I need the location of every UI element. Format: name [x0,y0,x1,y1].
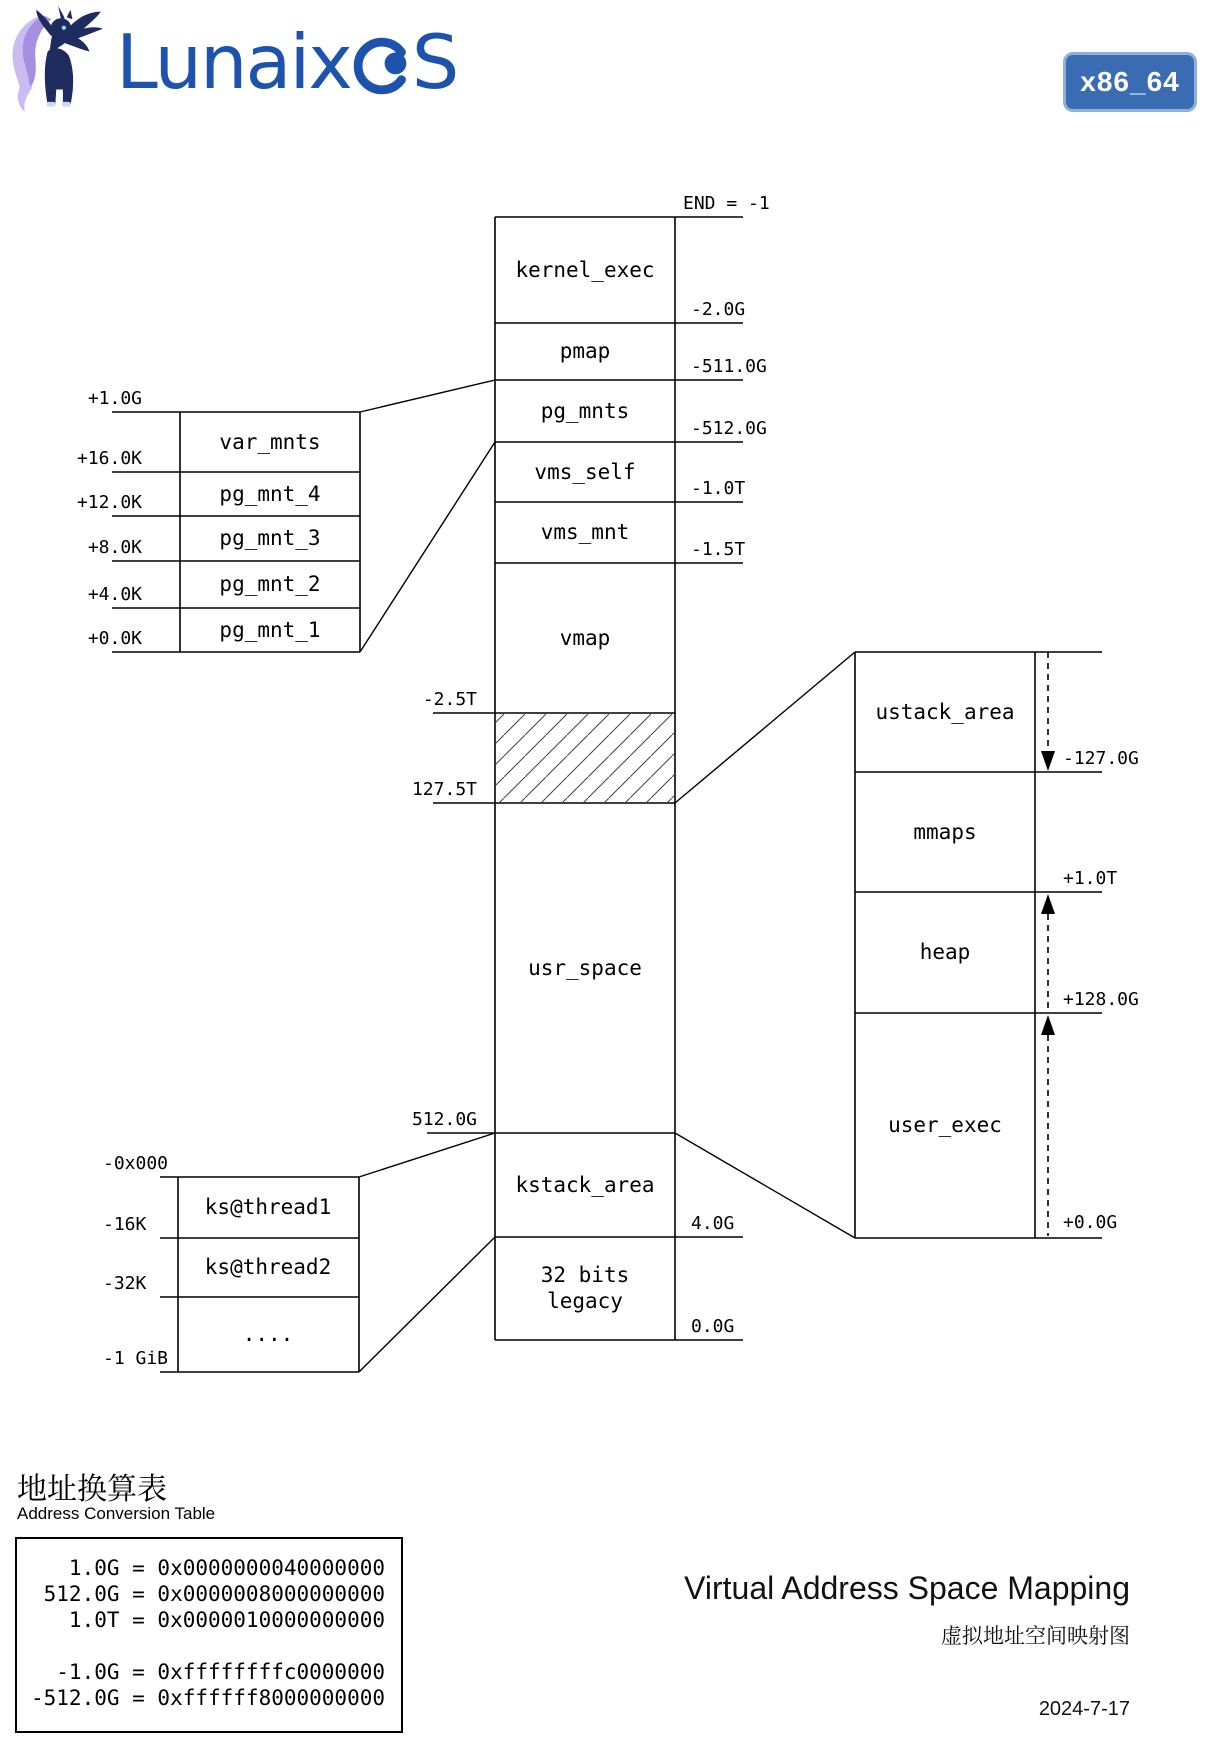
segment-kernel-exec: kernel_exec [515,258,655,282]
usr-tick-0g: +0.0G [1063,1212,1118,1233]
segment-usr-space: usr_space [528,956,642,980]
conversion-row: 1.0G = 0x0000000040000000 [31,1556,386,1580]
tick-minus-1t: -1.0T [691,478,746,499]
pgmnt-tick-4k: +4.0K [87,584,142,605]
usr-tick-128g: +128.0G [1063,989,1139,1010]
segment-user-exec: user_exec [888,1113,1002,1137]
conversion-table-title-en: Address Conversion Table [17,1504,216,1523]
conversion-row: 512.0G = 0x0000008000000000 [31,1582,386,1606]
hatched-reserved-region [495,713,675,803]
tick-minus-2-5t: -2.5T [422,689,477,710]
tick-512g: 512.0G [411,1109,477,1130]
segment-pg-mnts: pg_mnts [540,399,630,423]
tick-minus-1-5t: -1.5T [691,539,746,560]
segment-ks-thread2: ks@thread2 [204,1255,332,1279]
segment-pg-mnt-2: pg_mnt_2 [219,572,321,596]
logo-text-suffix: S [411,18,458,106]
conversion-row: -512.0G = 0xffffff8000000000 [31,1686,386,1710]
tick-0g: 0.0G [691,1316,735,1337]
pgmnt-tick-12k: +12.0K [76,492,142,513]
date-label: 2024-7-17 [1038,1698,1130,1720]
arrow-up-icon [1041,1015,1055,1035]
conversion-table [15,1537,403,1733]
page-subtitle-zh: 虚拟地址空间映射图 [941,1625,1130,1648]
kstack-tick-16k: -16K [103,1214,147,1235]
pgmnt-tick-16k: +16.0K [76,448,142,469]
arrow-down-icon [1041,751,1055,771]
tick-minus-512g: -512.0G [691,418,767,439]
page-title: Virtual Address Space Mapping [684,1570,1130,1606]
conversion-table-title-zh: 地址换算表 [17,1473,167,1506]
arch-badge: x86_64 [1063,52,1197,112]
segment-mmaps: mmaps [913,820,977,844]
pgmnt-tick-8k: +8.0K [87,537,142,558]
segment-ks-more: .... [242,1322,294,1346]
segment-pmap: pmap [559,339,611,363]
end-address-label: END = -1 [683,193,770,214]
segment-pg-mnt-4: pg_mnt_4 [219,482,321,506]
segment-heap: heap [919,940,971,964]
segment-vmap: vmap [559,626,611,650]
segment-var-mnts: var_mnts [219,430,321,454]
segment-32bits-legacy: 32 bits legacy [540,1263,642,1313]
segment-vms-self: vms_self [534,460,636,484]
conversion-row: 1.0T = 0x0000010000000000 [31,1608,386,1632]
segment-ustack-area: ustack_area [875,700,1015,724]
tick-127-5t: 127.5T [411,779,477,800]
segment-ks-thread1: ks@thread1 [204,1195,332,1219]
tick-minus-511g: -511.0G [691,356,767,377]
kstack-tick-0x000: -0x000 [103,1153,169,1174]
usr-tick-minus-127g: -127.0G [1063,748,1139,769]
arrow-up-icon [1041,894,1055,914]
kstack-tick-1gib: -1 GiB [103,1348,169,1369]
tick-minus-2g: -2.0G [691,299,746,320]
conversion-row [31,1633,401,1659]
usr-tick-1t: +1.0T [1063,868,1118,889]
segment-pg-mnt-3: pg_mnt_3 [219,526,321,550]
kstack-tick-32k: -32K [103,1273,147,1294]
pgmnt-tick-1g: +1.0G [87,388,142,409]
logo-text-prefix: Lunaix [116,18,351,106]
conversion-row: -1.0G = 0xffffffffc0000000 [31,1660,386,1684]
segment-kstack-area: kstack_area [515,1173,655,1197]
segment-vms-mnt: vms_mnt [540,520,630,544]
tick-4g: 4.0G [691,1213,735,1234]
segment-pg-mnt-1: pg_mnt_1 [219,618,321,642]
pgmnt-tick-0k: +0.0K [87,628,142,649]
